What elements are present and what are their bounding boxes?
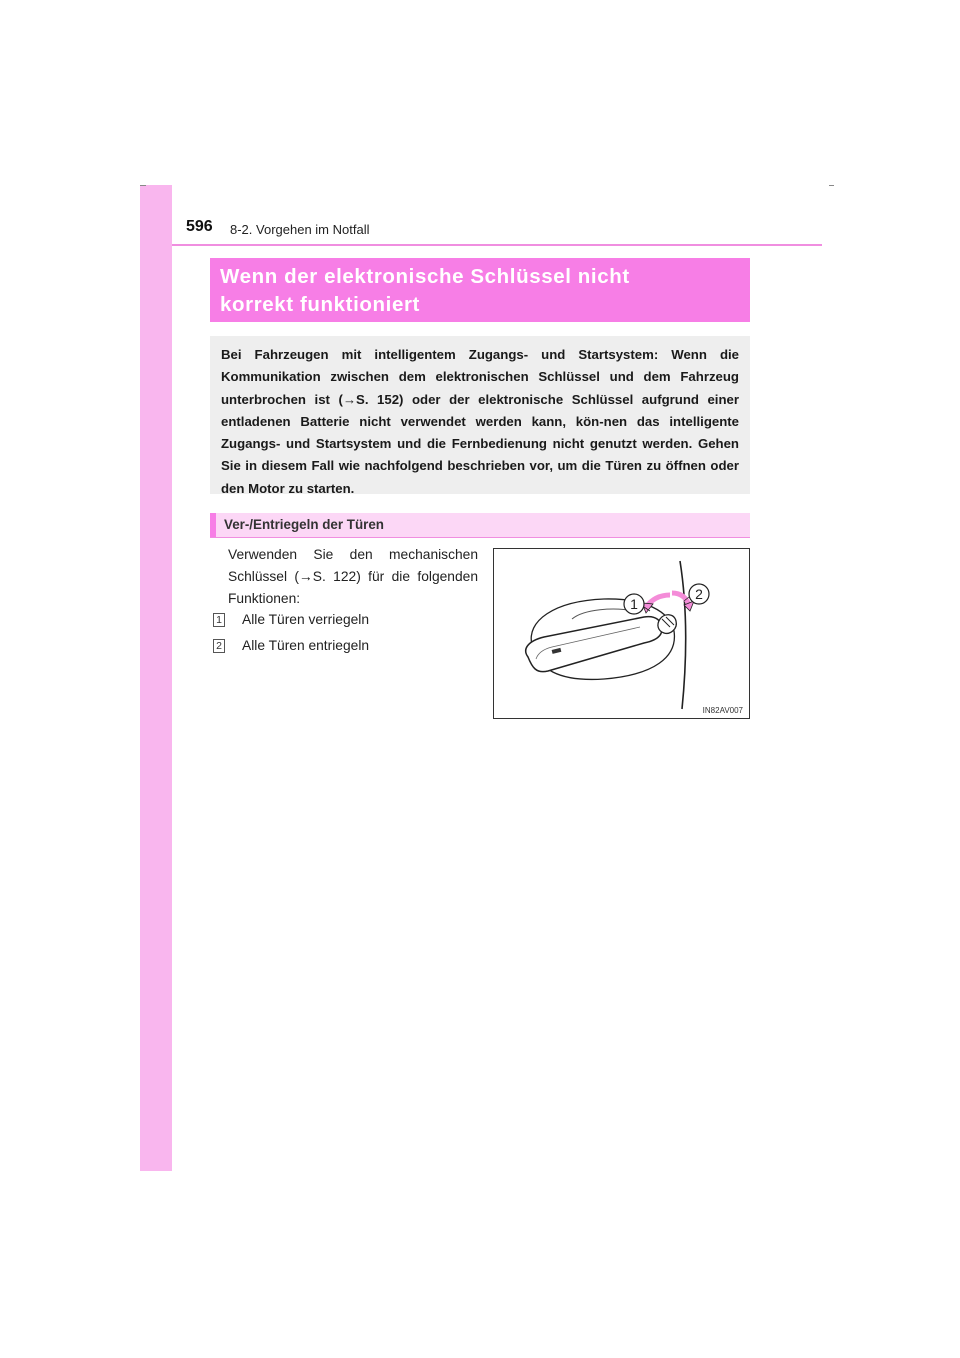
step-text: Alle Türen verriegeln xyxy=(242,612,370,627)
step-number-badge: 1 xyxy=(213,613,225,627)
page-title-line-1: Wenn der elektronische Schlüssel nicht xyxy=(220,265,630,288)
callout-1: 1 xyxy=(630,596,638,612)
subsection-heading-marker xyxy=(210,513,216,537)
callout-2: 2 xyxy=(695,586,703,602)
intro-box xyxy=(210,336,750,494)
page-title-box xyxy=(210,258,750,322)
door-handle-figure xyxy=(493,548,750,719)
step-number-badge: 2 xyxy=(213,639,225,653)
page-title-line-2: korrekt funktioniert xyxy=(220,293,420,316)
section-breadcrumb: 8-2. Vorgehen im Notfall xyxy=(230,222,370,237)
step-text: Alle Türen entriegeln xyxy=(242,638,370,653)
crop-mark-right xyxy=(829,185,834,186)
intro-text: Bei Fahrzeugen mit intelligentem Zugangs- und Startsystem: Wenn die Kommunikation zwischen dem elektronischen Schlüssel und dem Fahrzeug unterbrochen ist (→S. 152) oder der elektronische Schlüssel aufgrund einer entladenen Batterie nicht verwendet werden kann, kön-nen das intelligente Zugangs- und Startsystem und die Fernbedienung nicht genutzt werden. Gehen Sie in diesem Fall wie nachfolgend beschrieben vor, um die Türen zu öffnen oder den Motor zu starten. xyxy=(221,347,739,496)
subsection-heading: Ver-/Entriegeln der Türen xyxy=(224,517,384,532)
header-rule xyxy=(172,244,822,246)
figure-code: IN82AV007 xyxy=(702,706,743,715)
page-title xyxy=(220,263,740,319)
page-number: 596 xyxy=(186,218,213,235)
subsection-heading-bar xyxy=(210,513,750,538)
crop-mark-left xyxy=(140,185,146,186)
subsection-body: Verwenden Sie den mechanischen Schlüssel (→S. 122) für die folgenden Funktionen: xyxy=(228,547,478,606)
side-color-strip xyxy=(140,185,172,1171)
door-handle-illustration xyxy=(494,549,751,720)
